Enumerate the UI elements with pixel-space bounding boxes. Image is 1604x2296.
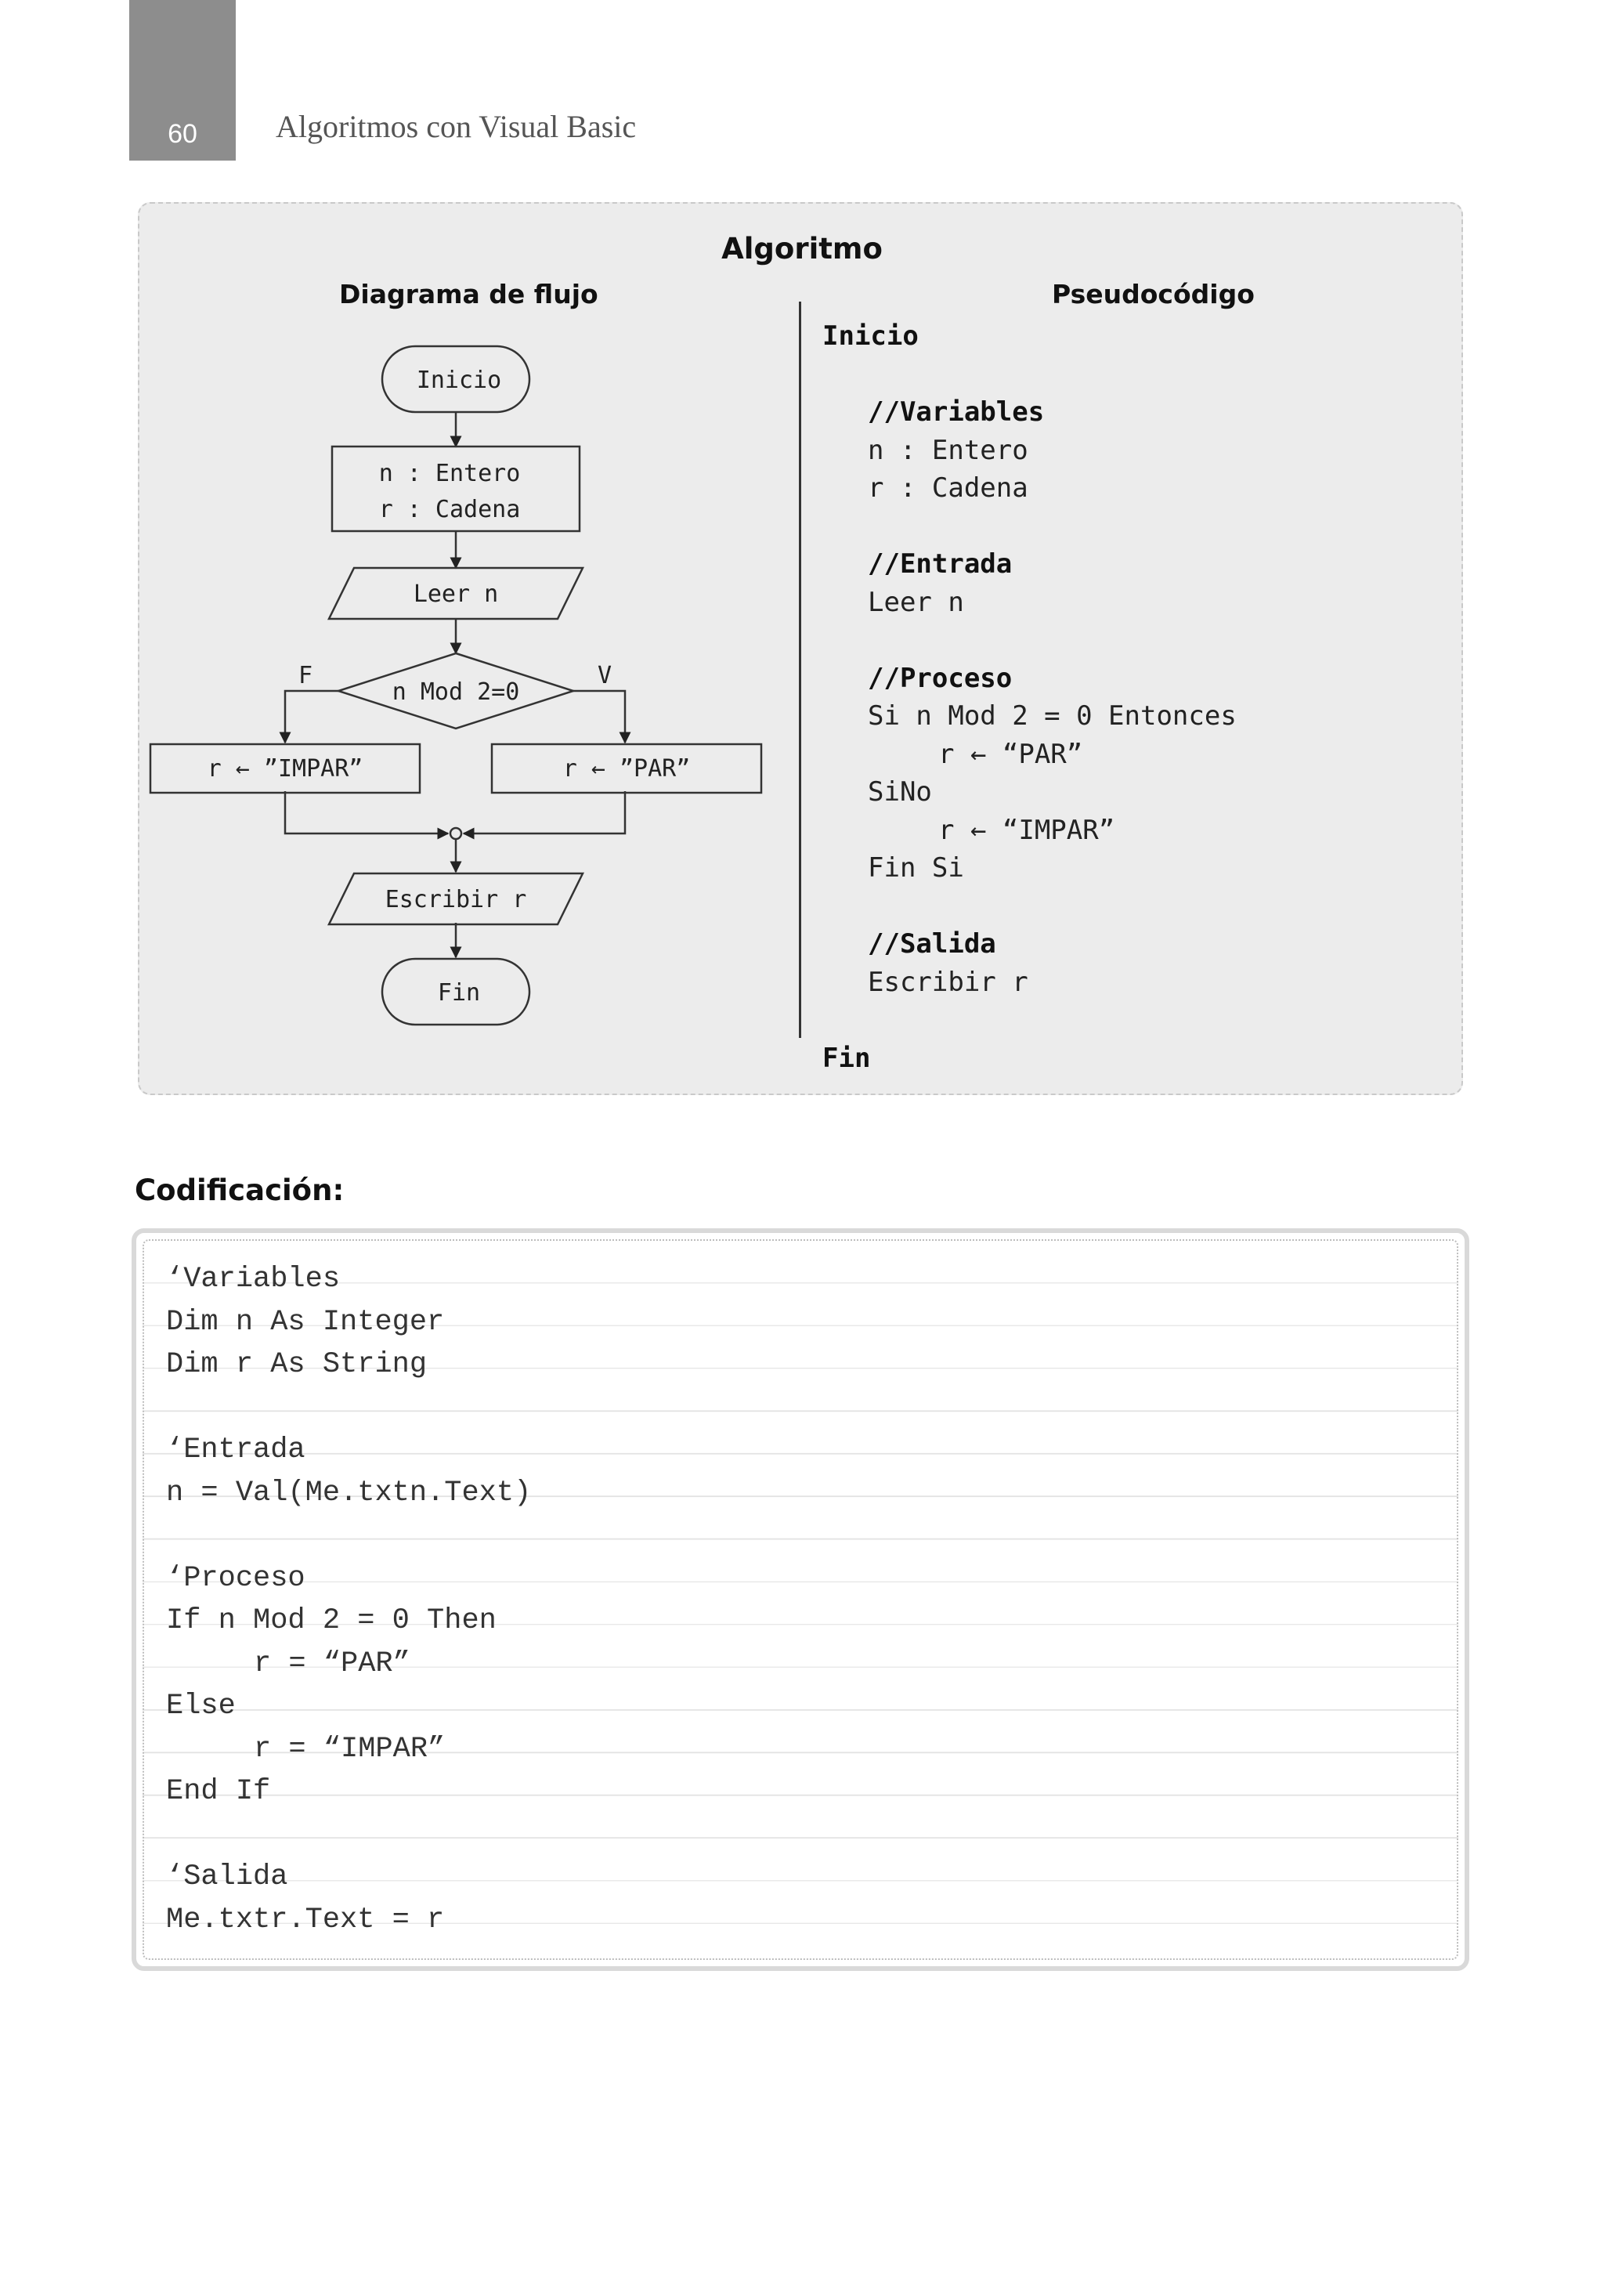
code-line: Else <box>166 1690 236 1723</box>
code-line <box>166 1813 531 1857</box>
code-listing <box>132 1228 1469 1971</box>
pseudocode-line: Si n Mod 2 = 0 Entonces <box>868 700 1237 732</box>
connector-false-branch <box>285 691 338 743</box>
flow-false-label: F <box>298 662 313 689</box>
connector-true-merge <box>464 791 625 833</box>
pseudocode-line: Fin <box>822 1042 871 1074</box>
code-line: End If <box>166 1775 271 1808</box>
code-line: r = “PAR” <box>254 1647 410 1680</box>
flow-true-label: V <box>597 662 612 689</box>
code-line: Dim r As String <box>166 1348 428 1381</box>
pseudocode-line: //Variables <box>868 396 1045 428</box>
pseudocode-line: SiNo <box>868 776 932 808</box>
code-lines <box>166 1258 531 1941</box>
pseudocode-line: Escribir r <box>868 966 1028 998</box>
code-line: Dim n As Integer <box>166 1305 445 1339</box>
connector-false-merge <box>285 791 448 833</box>
flowchart <box>138 329 796 1034</box>
pseudocode-line: n : Entero <box>868 434 1028 466</box>
pseudocode-block <box>822 317 1237 1077</box>
pseudocode-line: //Salida <box>868 928 996 960</box>
pseudocode-line <box>822 621 1237 660</box>
code-line: ‘Proceso <box>166 1561 305 1595</box>
merge-junction <box>450 828 461 839</box>
pseudocode-line <box>822 1001 1237 1040</box>
code-lined-area <box>143 1239 1458 1960</box>
code-line <box>166 1514 531 1557</box>
pseudocode-line: r ← “IMPAR” <box>938 814 1115 846</box>
flow-start-label: Inicio <box>416 367 502 394</box>
coding-title: Codificación: <box>135 1173 345 1207</box>
pseudocode-line: r ← “PAR” <box>938 738 1083 770</box>
code-line: ‘Salida <box>166 1860 288 1893</box>
code-line: If n Mod 2 = 0 Then <box>166 1604 497 1637</box>
pseudocode-line <box>822 888 1237 926</box>
code-line: ‘Variables <box>166 1263 341 1296</box>
code-line <box>166 1387 531 1430</box>
column-divider <box>799 302 801 1038</box>
algorithm-title: Algoritmo <box>721 232 883 266</box>
flowchart-heading: Diagrama de flujo <box>339 279 598 309</box>
page-number: 60 <box>168 119 197 149</box>
code-line: n = Val(Me.txtn.Text) <box>166 1476 532 1510</box>
flow-true-action-label: r ← ”PAR” <box>562 755 691 783</box>
pseudocode-line: //Entrada <box>868 548 1013 580</box>
flow-decision-label: n Mod 2=0 <box>392 678 520 706</box>
code-line: Me.txtr.Text = r <box>166 1903 445 1936</box>
pseudocode-line <box>822 356 1237 394</box>
page-number-tab <box>129 0 236 161</box>
flow-end-label: Fin <box>437 979 481 1007</box>
pseudocode-line: r : Cadena <box>868 472 1028 504</box>
flow-declare-line1: n : Entero <box>378 460 521 487</box>
code-line: r = “IMPAR” <box>254 1732 446 1766</box>
flow-write-label: Escribir r <box>385 886 527 913</box>
code-line: ‘Entrada <box>166 1434 305 1466</box>
flow-false-action-label: r ← ”IMPAR” <box>207 755 363 783</box>
pseudocode-heading: Pseudocódigo <box>1052 279 1255 309</box>
book-title: Algoritmos con Visual Basic <box>276 109 637 144</box>
flow-declare-line2: r : Cadena <box>378 496 521 523</box>
pseudocode-line <box>822 508 1237 546</box>
flow-read-label: Leer n <box>413 580 499 608</box>
pseudocode-line: //Proceso <box>868 662 1013 694</box>
pseudocode-line: Inicio <box>822 320 919 352</box>
connector-true-branch <box>573 691 625 743</box>
pseudocode-line: Fin Si <box>868 852 964 884</box>
pseudocode-line: Leer n <box>868 586 964 618</box>
